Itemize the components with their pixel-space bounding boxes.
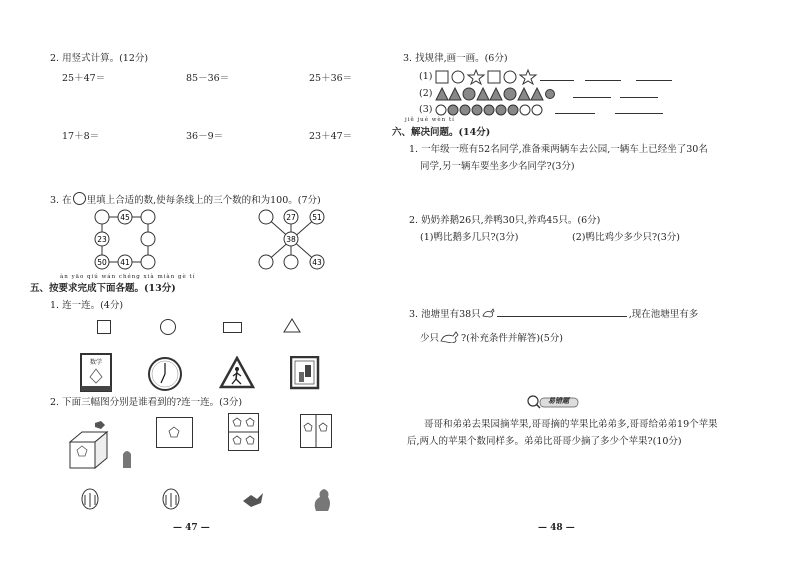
pattern-title: 3. 找规律,画一画。(6分) — [403, 53, 508, 64]
answer-blank[interactable] — [573, 97, 611, 98]
view-box-side — [228, 413, 259, 451]
rectangle-shape — [223, 322, 242, 333]
section-5-pinyin: àn yāo qiú wán chéng xià miàn gè tí — [60, 274, 196, 280]
badge-label: 易错题 — [548, 396, 569, 405]
circle-shape — [160, 319, 176, 335]
problem-3-text-b: ,现在池塘里有多 — [628, 309, 699, 320]
equation: 25＋36＝ — [309, 73, 353, 84]
equation: 85－36＝ — [186, 73, 230, 84]
row-label: (3) — [419, 104, 433, 115]
answer-blank[interactable] — [555, 113, 595, 114]
q3-title — [50, 192, 321, 207]
q3-title-part-a: 3. 在 — [50, 195, 72, 206]
problem-2-sub-1: (1)鸭比鹅多几只?(3分) — [420, 232, 519, 243]
equation: 23＋47＝ — [309, 131, 353, 142]
squirrel-icon — [310, 485, 332, 513]
problem-1-line-2: 同学,另一辆车要坐多少名同学?(3分) — [420, 161, 575, 172]
problem-2-sub-2: (2)鸭比鸡少多少只?(3分) — [572, 232, 681, 243]
equation: 17＋8＝ — [62, 131, 100, 142]
pattern-row-2 — [435, 86, 555, 102]
view-box-front — [156, 417, 193, 448]
answer-blank[interactable] — [636, 80, 672, 81]
answer-blank[interactable] — [585, 80, 621, 81]
book-label: 数学 — [89, 359, 103, 366]
duck-icon — [439, 331, 461, 343]
views-title: 2. 下面三幅图分别是谁看到的?连一连。(3分) — [50, 397, 243, 408]
page-number: — 47 — — [173, 523, 210, 533]
puzzle-number: 41 — [120, 258, 130, 267]
cube-scene-illustration — [65, 420, 140, 478]
picture-frame-icon — [290, 356, 320, 390]
star-circle-puzzle — [250, 207, 340, 273]
frog-icon — [161, 485, 181, 511]
duck-icon — [481, 308, 495, 318]
puzzle-number: 50 — [97, 258, 107, 267]
section-5-title: 五、按要求完成下面各题。(13分) — [30, 283, 176, 294]
equation: 25＋47＝ — [62, 73, 106, 84]
answer-blank[interactable] — [615, 113, 663, 114]
problem-3-text-d: ?(补充条件并解答)(5分) — [461, 333, 563, 344]
clock-icon — [147, 356, 183, 392]
math-book-icon — [80, 353, 113, 393]
view-box-top — [300, 414, 332, 448]
challenge-line-2: 后,两人的苹果个数同样多。弟弟比哥哥少摘了多少个苹果?(10分) — [407, 436, 682, 447]
challenge-badge — [527, 395, 579, 409]
pedestrian-sign-icon — [219, 356, 255, 390]
answer-blank[interactable] — [620, 97, 658, 98]
row-label: (1) — [419, 71, 433, 82]
condition-blank[interactable] — [497, 316, 627, 317]
frog-icon — [80, 485, 100, 511]
problem-3-text-a: 3. 池塘里有38只 — [409, 309, 481, 320]
puzzle-number: 27 — [286, 213, 296, 222]
equation: 36－9＝ — [186, 131, 224, 142]
problem-3-line-2 — [420, 331, 563, 345]
challenge-line-1: 哥哥和弟弟去果园摘苹果,哥哥摘的苹果比弟弟多,哥哥给弟弟19个苹果 — [424, 419, 718, 430]
problem-3-line-1 — [409, 308, 698, 321]
puzzle-number: 51 — [312, 213, 322, 222]
puzzle-number: 43 — [312, 258, 322, 267]
square-circle-puzzle — [80, 207, 180, 273]
problem-1-line-1: 1. 一年级一班有52名同学,准备乘两辆车去公园,一辆车上已经坐了30名 — [409, 144, 708, 155]
pattern-row-1 — [435, 69, 540, 85]
bird-icon — [240, 489, 266, 509]
problem-3-text-c: 少只 — [420, 333, 440, 344]
circle-icon — [73, 192, 86, 205]
page-number: — 48 — — [538, 523, 575, 533]
answer-blank[interactable] — [540, 80, 574, 81]
puzzle-number: 23 — [97, 235, 107, 244]
section-6-pinyin: jiě jué wèn tí — [405, 117, 455, 123]
puzzle-number: 38 — [286, 235, 296, 244]
triangle-shape — [283, 318, 301, 334]
section-6-title: 六、解决问题。(14分) — [392, 127, 491, 138]
problem-2-line-1: 2. 奶奶养鹅26只,养鸭30只,养鸡45只。(6分) — [409, 215, 601, 226]
row-label: (2) — [419, 88, 433, 99]
q3-title-part-b: 里填上合适的数,使每条线上的三个数的和为100。(7分) — [86, 195, 321, 206]
square-shape — [97, 320, 111, 334]
q2-title: 2. 用竖式计算。(12分) — [50, 53, 149, 64]
puzzle-number: 45 — [120, 213, 130, 222]
pattern-row-3 — [435, 102, 550, 118]
match-title: 1. 连一连。(4分) — [50, 300, 124, 311]
